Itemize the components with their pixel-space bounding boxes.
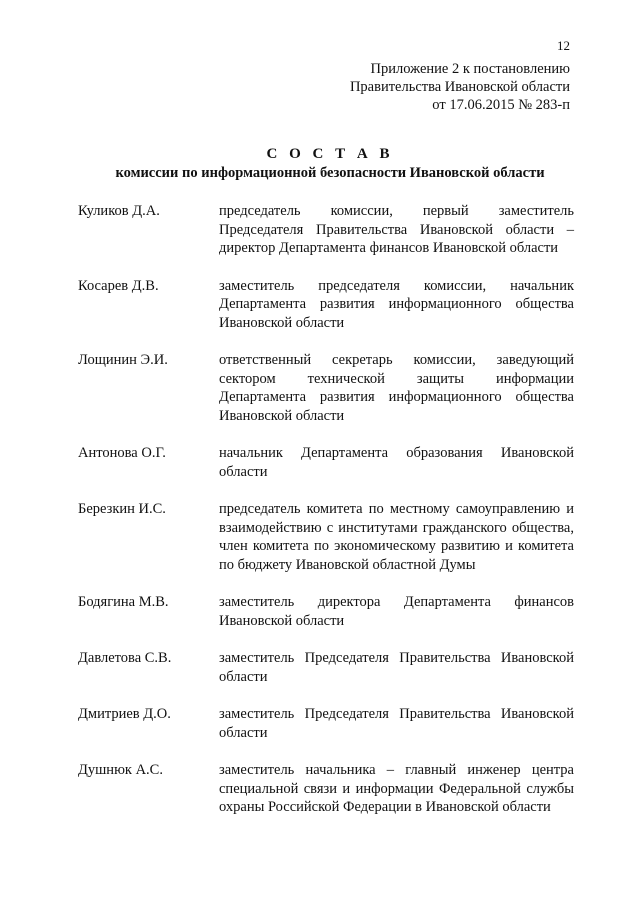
member-name: Бодягина М.В. [78, 594, 169, 610]
member-role: председатель комиссии, первый заместитель Председателя Правительства Ивановской области – директор Департамента финансов Ивановской области [219, 203, 574, 256]
member-row [78, 593, 574, 630]
appendix-line-1: Приложение 2 к постановлению [370, 61, 570, 77]
member-name: Березкин И.С. [78, 501, 166, 517]
member-role: ответственный секретарь комиссии, заведующий сектором технической защиты информации Департамента развития информационного общества Ивановской области [219, 352, 574, 424]
member-role: председатель комитета по местному самоуправлению и взаимодействию с институтами гражданского общества, член комитета по экономическому развитию и комитета по бюджету Ивановской областной Думы [219, 501, 574, 573]
member-role: заместитель председателя комиссии, начальник Департамента развития информационного общества Ивановской области [219, 277, 574, 331]
appendix-line-3: от 17.06.2015 № 283-п [432, 97, 570, 113]
member-row [78, 444, 574, 481]
member-row [78, 277, 574, 333]
member-name: Давлетова С.В. [78, 650, 172, 666]
member-name: Дмитриев Д.О. [78, 706, 171, 722]
members-list [78, 202, 574, 817]
member-row [78, 500, 574, 574]
appendix-line-2: Правительства Ивановской области [349, 79, 570, 95]
member-role: заместитель Председателя Правительства Ивановской области [219, 706, 574, 741]
member-row [78, 351, 574, 425]
member-name: Куликов Д.А. [78, 203, 160, 219]
member-role: начальник Департамента образования Ивановской области [219, 445, 574, 480]
member-row [78, 649, 574, 686]
appendix-header [350, 60, 570, 114]
member-name: Душнюк А.С. [78, 762, 163, 778]
member-row [78, 705, 574, 742]
member-name: Антонова О.Г. [78, 445, 166, 461]
member-role: заместитель директора Департамента финансов Ивановской области [219, 594, 574, 629]
member-row [78, 202, 574, 258]
member-row [78, 761, 574, 817]
member-role: заместитель начальника – главный инженер центра специальной связи и информации Федеральной службы охраны Российской Федерации в Ивановской области [219, 762, 574, 815]
page-number: 12 [557, 38, 570, 53]
member-name: Косарев Д.В. [78, 277, 159, 294]
document-subtitle: комиссии по информационной безопасности Ивановской области [115, 165, 545, 181]
member-name: Лощинин Э.И. [78, 352, 168, 368]
member-role: заместитель Председателя Правительства Ивановской области [219, 650, 574, 685]
document-title: С О С Т А В [266, 146, 394, 162]
